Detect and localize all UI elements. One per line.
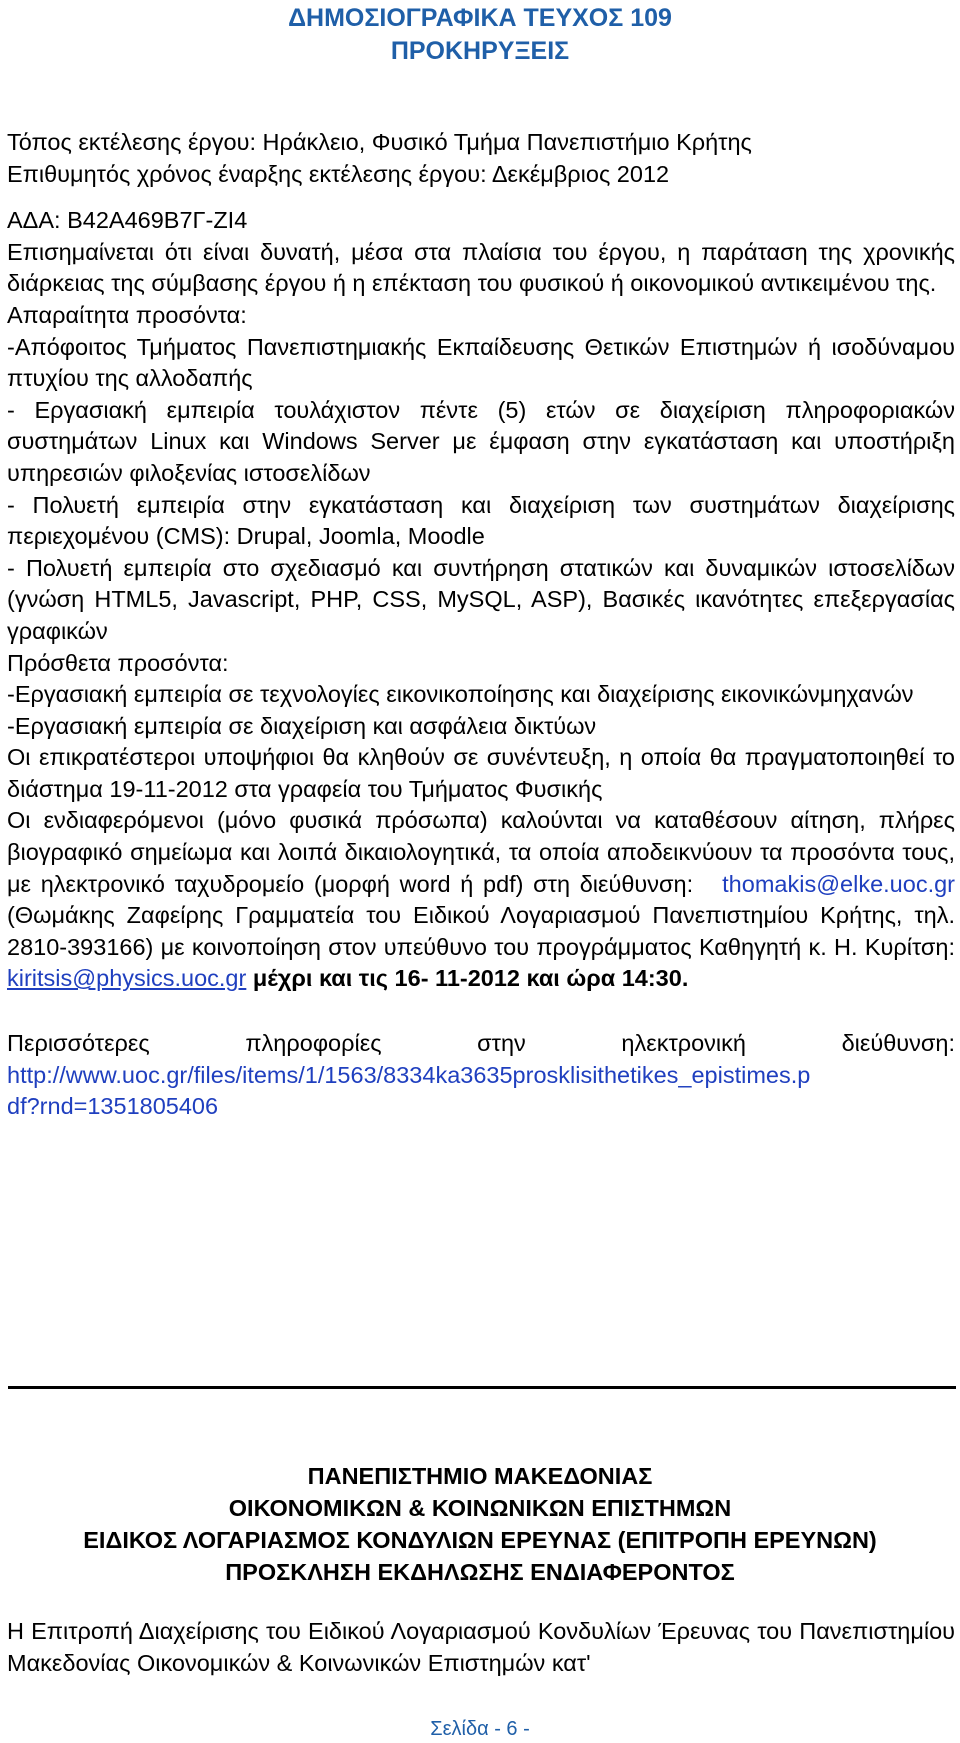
deadline-period: . [681,965,689,992]
section-title: ΠΡΟΚΗΡΥΞΕΙΣ [390,37,570,65]
university-name: ΠΑΝΕΠΙΣΤΗΜΙΟ ΜΑΚΕΔΟΝΙΑΣ [307,1463,653,1489]
application-instructions [7,805,955,995]
info-url-line-2[interactable]: df?rnd=1351805406 [7,1093,219,1120]
more-info-label: Περισσότερες πληροφορίες στην ηλεκτρονική διεύθυνση: [7,1030,955,1057]
additional-item-2: -Εργασιακή εμπειρία σε διαχείριση και ασφάλεια δικτύων [7,712,597,739]
second-announcement-heading [0,1460,960,1588]
research-account: ΕΙΔΙΚΟΣ ΛΟΓΑΡΙΑΣΜΟΣ ΚΟΝΔΥΛΙΩΝ ΕΡΕΥΝΑΣ (ΕΠΙΤΡΟΠΗ ΕΡΕΥΝΩΝ) [83,1527,877,1553]
additional-item-1: -Εργασιακή εμπειρία σε τεχνολογίες εικονικοποίησης και διαχείρισης εικονικώνμηχανών [7,681,914,708]
application-text-1: Οι ενδιαφερόμενοι (μόνο φυσικά πρόσωπα) καλούνται να καταθέσουν αίτηση, πλήρες βιογραφικό σημείωμα και λοιπά δικαιολογητικά, τα οποία αποδεικνύουν τα προσόντα τους, με ηλεκτρονικό ταχυδρομείο (μορφή word ή pdf) στη διεύθυνση: [7,807,955,897]
extension-note: Επισημαίνεται ότι είναι δυνατή, μέσα στα πλαίσια του έργου, η παράταση της χρονικής διάρκειας της σύμβασης έργου ή η επέκταση του φυσικού ή οικονομικού αντικειμένου της. [7,238,955,297]
info-url-line-1[interactable]: http://www.uoc.gr/files/items/1/1563/8334ka3635prosklisithetikes_epistimes.p [7,1061,811,1088]
required-item-1: -Απόφοιτος Τμήματος Πανεπιστημιακής Εκπαίδευσης Θετικών Επιστημών ή ισοδύναμου πτυχίου της αλλοδαπής [7,333,955,392]
required-item-2: - Εργασιακή εμπειρία τουλάχιστον πέντε (5) ετών σε διαχείριση πληροφοριακών συστημάτων Linux και Windows Server με έμφαση στην εγκατάσταση και υποστήριξη υπηρεσιών φιλοξενίας ιστοσελίδων [7,396,955,486]
second-announcement-body [7,1615,955,1679]
required-item-4: - Πολυετή εμπειρία στο σχεδιασμό και συντήρηση στατικών και δυναμικών ιστοσελίδων (γνώση HTML5, Javascript, PHP, CSS, MySQL, ASP), Βασικές ικανότητες επεξεργασίας γραφικών [7,554,955,644]
second-announcement-text: Η Επιτροπή Διαχείρισης του Ειδικού Λογαριασμού Κονδυλίων Έρευνας του Πανεπιστημίου Μακεδονίας Οικονομικών & Κοινωνικών Επιστημών κατ' [7,1618,955,1676]
email-link-thomakis[interactable]: thomakis@elke.uoc.gr [722,870,955,897]
interview-note: Οι επικρατέστεροι υποψήφιοι θα κληθούν σε συνέντευξη, η οποία θα πραγματοποιηθεί το διάστημα 19-11-2012 στα γραφεία του Τμήματος Φυσικής [7,744,955,802]
project-location: Τόπος εκτέλεσης έργου: Ηράκλειο, Φυσικό Τμήμα Πανεπιστήμιο Κρήτης [7,129,752,155]
required-qualifications-title: Απαραίτητα προσόντα: [7,301,247,328]
section-divider [8,1386,956,1389]
application-text-2: (Θωμάκης Ζαφείρης Γραμματεία του Ειδικού Λογαριασμού Πανεπιστημίου Κρήτης, τηλ. 2810-393166) με κοινοποίηση στον υπεύθυνο του προγράμματος Καθηγητή κ. Η. Κυρίτση: [7,902,955,960]
deadline-text: μέχρι και τις 16- 11-2012 και ώρα 14:30 [252,965,682,992]
call-title: ΠΡΟΣΚΛΗΣΗ ΕΚΔΗΛΩΣΗΣ ΕΝΔΙΑΦΕΡΟΝΤΟΣ [225,1559,735,1585]
ada-code: ΑΔΑ: Β42Α469Β7Γ-ΖΙ4 [7,207,248,234]
project-start: Επιθυμητός χρόνος έναρξης εκτέλεσης έργου: Δεκέμβριος 2012 [7,160,670,187]
email-link-kiritsis[interactable]: kiritsis@physics.uoc.gr [7,965,247,992]
required-item-3: - Πολυετή εμπειρία στην εγκατάσταση και διαχείριση των συστημάτων διαχείρισης περιεχομένου (CMS): Drupal, Joomla, Moodle [7,491,955,550]
announcement-body [7,127,955,1123]
additional-qualifications-title: Πρόσθετα προσόντα: [7,649,229,676]
page-header [0,2,960,68]
university-subtitle: ΟΙΚΟΝΟΜΙΚΩΝ & ΚΟΙΝΩΝΙΚΩΝ ΕΠΙΣΤΗΜΩΝ [228,1495,732,1521]
publication-title: ΔΗΜΟΣΙΟΓΡΑΦΙΚΑ ΤΕΥΧΟΣ 109 [288,4,672,32]
page-number: Σελίδα - 6 - [430,1718,530,1740]
